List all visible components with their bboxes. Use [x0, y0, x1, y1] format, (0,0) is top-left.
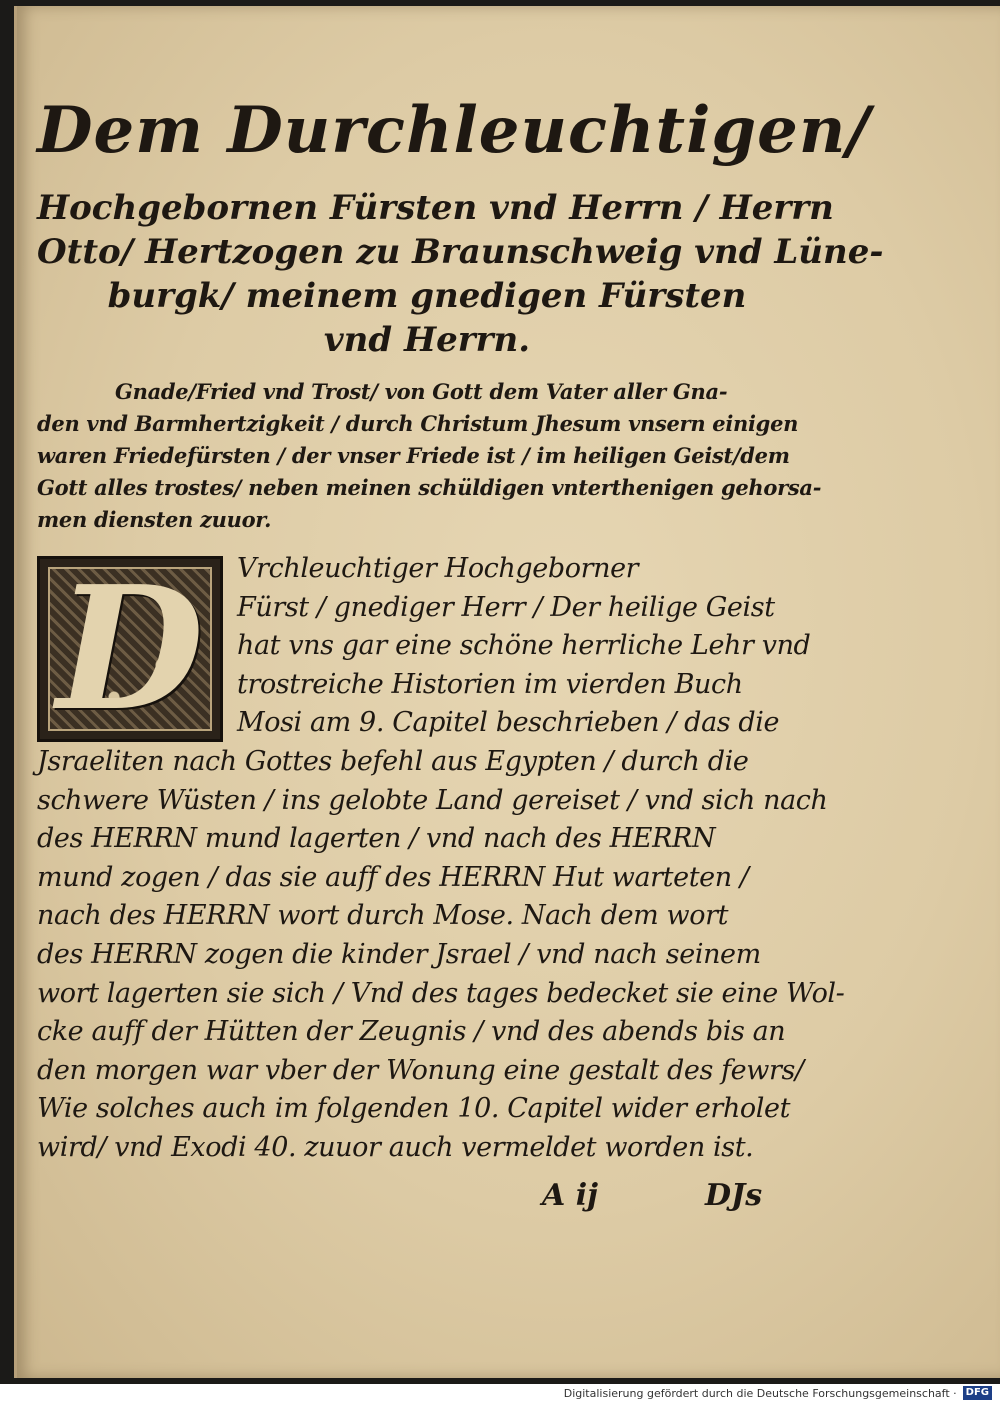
- body-line: Fürst / gnediger Herr / Der heilige Geist: [237, 591, 775, 623]
- body-line: Mosi am 9. Capitel beschrieben / das die: [237, 707, 780, 739]
- body-line: Wie solches auch im folgenden 10. Capitel wider erholet: [37, 1093, 791, 1125]
- body-line: des HERRN mund lagerten / vnd nach des HERRN: [37, 823, 716, 855]
- funding-text: Digitalisierung gefördert durch die Deutsche Forschungsgemeinschaft ·: [563, 1386, 957, 1400]
- body-line: schwere Wüsten / ins gelobte Land gereiset / vnd sich nach: [37, 784, 828, 816]
- greeting-line: Gnade/Fried vnd Trost/ von Gott dem Vater aller Gna-: [115, 379, 728, 404]
- signature-mark: A ij: [542, 1177, 598, 1213]
- dedication-title: Dem Durchleuchtigen/: [37, 93, 871, 168]
- dedication-address: [37, 186, 884, 362]
- address-line: Hochgebornen Fürsten vnd Herrn / Herrn: [37, 188, 834, 228]
- body-line: nach des HERRN wort durch Mose. Nach dem wort: [37, 900, 729, 932]
- address-line: Otto/ Hertzogen zu Braunschweig vnd Lüne-: [37, 232, 884, 272]
- greeting-paragraph: [37, 376, 822, 536]
- body-line: Jsraeliten nach Gottes befehl aus Egypten / durch die: [37, 745, 749, 777]
- body-line: des HERRN zogen die kinder Jsrael / vnd nach seinem: [37, 938, 761, 970]
- greeting-line: men diensten zuuor.: [37, 507, 272, 532]
- initial-letter: D: [56, 556, 204, 742]
- page-foot: [37, 1178, 817, 1228]
- body-line: Vrchleuchtiger Hochgeborner: [237, 553, 639, 584]
- body-line: hat vns gar eine schöne herrliche Lehr vnd: [237, 630, 811, 662]
- body-line: wird/ vnd Exodi 40. zuuor auch vermeldet worden ist.: [37, 1131, 754, 1163]
- funding-footer: [564, 1385, 992, 1401]
- book-page: [14, 6, 1000, 1378]
- decorated-initial: [37, 556, 223, 742]
- body-line: trostreiche Historien im vierden Buch: [237, 668, 743, 700]
- catchword: DJs: [705, 1177, 763, 1213]
- address-line: burgk/ meinem gnedigen Fürsten: [107, 276, 747, 316]
- body-line: mund zogen / das sie auff des HERRN Hut warteten /: [37, 861, 749, 893]
- greeting-line: den vnd Barmhertzigkeit / durch Christum Jhesum vnsern einigen: [37, 411, 799, 436]
- body-line: den morgen war vber der Wonung eine gestalt des fewrs/: [37, 1054, 804, 1086]
- greeting-line: waren Friedefürsten / der vnser Friede ist / im heiligen Geist/dem: [37, 443, 790, 468]
- greeting-line: Gott alles trostes/ neben meinen schüldigen vnterthenigen gehorsa-: [37, 475, 822, 500]
- dfg-logo-icon[interactable]: DFG: [963, 1386, 992, 1400]
- body-line: cke auff der Hütten der Zeugnis / vnd des abends bis an: [37, 1016, 786, 1048]
- page-text: [37, 76, 884, 1228]
- address-line: vnd Herrn.: [323, 320, 531, 360]
- body-line: wort lagerten sie sich / Vnd des tages bedecket sie eine Wol-: [37, 977, 845, 1009]
- body-paragraph: [37, 550, 845, 1168]
